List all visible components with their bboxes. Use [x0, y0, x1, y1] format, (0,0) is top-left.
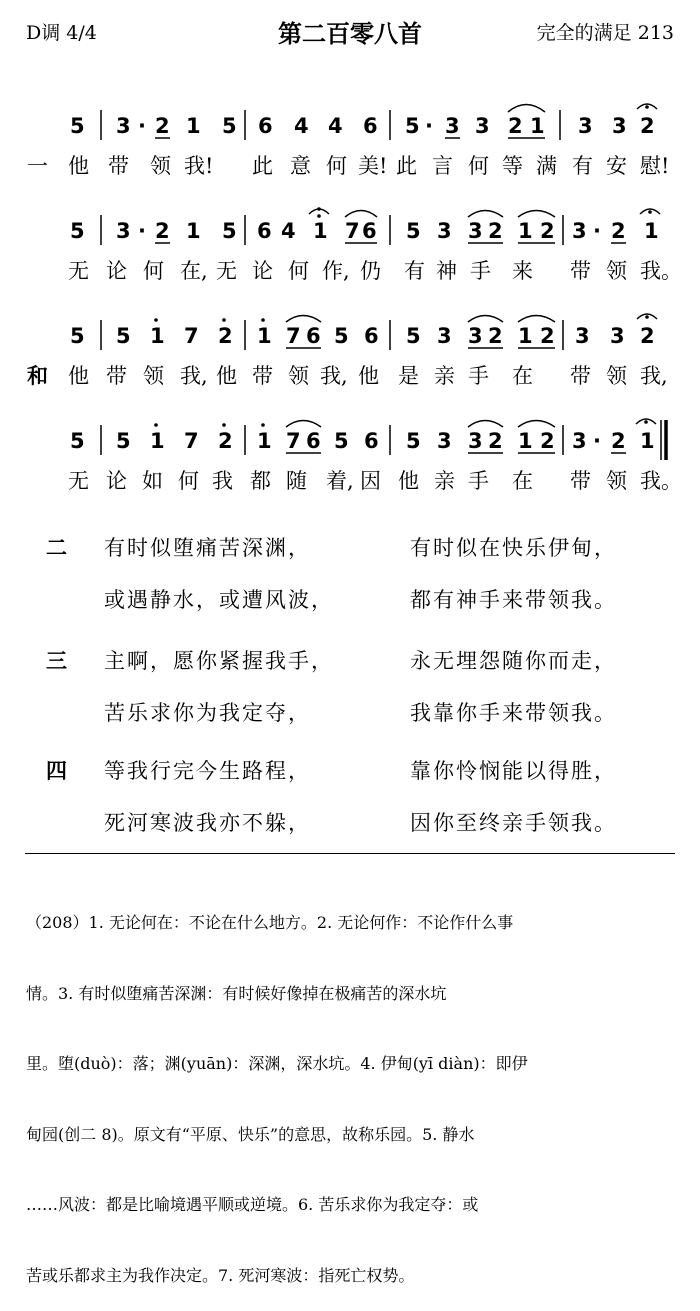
lyric: 无 [68, 469, 89, 493]
notation-row-2 [0, 200, 700, 260]
note: 3 [468, 219, 483, 243]
lyric: 我 [212, 469, 233, 493]
note: 3 [437, 219, 452, 243]
lyric: 他 [398, 469, 419, 493]
lyric: 何 [326, 154, 347, 178]
note: 4 [281, 219, 296, 243]
lyric: 带 [570, 259, 591, 283]
lyric: 何 [178, 469, 199, 493]
note: 6 [306, 429, 321, 453]
lyric: 何 [468, 154, 489, 178]
note: 1 [313, 219, 328, 243]
lyric: 意 [290, 154, 311, 178]
note: 6 [257, 219, 272, 243]
note: 5 [116, 429, 131, 453]
note: 7 [184, 324, 199, 348]
note: 5 [70, 114, 85, 138]
score-row-1 [0, 95, 700, 195]
notes [70, 104, 657, 140]
note: 1 [644, 219, 659, 243]
note: 5 [222, 114, 237, 138]
notation-row-3 [0, 305, 700, 365]
lyric: 都 [250, 469, 271, 493]
lyric: 领 [606, 364, 627, 388]
notation-row-4 [0, 410, 700, 470]
note: 1 [257, 324, 272, 348]
lyric: 手 [468, 364, 489, 388]
verse-number: 四 [46, 759, 67, 783]
lyric: 满 [536, 154, 557, 178]
lyric: 何 [288, 259, 309, 283]
note: 5 [334, 429, 349, 453]
verse-line: 或遇静水，或遭风波， [104, 588, 334, 612]
lyric: 领 [143, 364, 164, 388]
note: 2 [155, 219, 170, 243]
note: 3 [437, 324, 452, 348]
lyric: 论 [106, 469, 127, 493]
note: 3 [612, 114, 627, 138]
verse-number: 三 [46, 649, 67, 673]
note: 3 [575, 324, 590, 348]
lyric: 着, [326, 469, 354, 493]
note: 2 [640, 114, 655, 138]
verse-line: 有时似堕痛苦深渊， [104, 536, 311, 560]
lyric: 来 [512, 259, 533, 283]
note: 3 [437, 429, 452, 453]
note: 3 [445, 114, 460, 138]
note: 2 [540, 324, 555, 348]
lyric-line-4 [0, 465, 700, 495]
lyric: 论 [252, 259, 273, 283]
lyric: 带 [252, 364, 273, 388]
note: · [593, 429, 601, 453]
footnote-divider [25, 853, 675, 854]
note: 2 [540, 429, 555, 453]
key-signature: D调 4/4 [26, 22, 97, 44]
note: 1 [150, 324, 165, 348]
verse-line: 我靠你手来带领我。 [410, 701, 617, 725]
header-right [537, 18, 674, 45]
lyric: 他 [216, 364, 237, 388]
note: 1 [186, 114, 201, 138]
note: 2 [488, 429, 503, 453]
note: 6 [363, 114, 378, 138]
note: 5 [334, 324, 349, 348]
verse-line: 苦乐求你为我定夺， [104, 701, 311, 725]
lyric: 我, [640, 364, 668, 388]
note: 3 [468, 429, 483, 453]
lyric: 亲 [434, 364, 455, 388]
score-row-3 [0, 305, 700, 405]
lyric: 此 [396, 154, 417, 178]
lyric: 我, [320, 364, 348, 388]
footnote-line: 里。堕(duò)：落；渊(yuān)：深渊，深水坑。4. 伊甸(yī diàn)：即伊 [26, 1054, 528, 1073]
lyric: 如 [142, 469, 163, 493]
score-row-2 [0, 200, 700, 300]
lyric: 无 [216, 259, 237, 283]
note: 3 [468, 324, 483, 348]
note: 4 [328, 114, 343, 138]
note: 1 [186, 219, 201, 243]
note: 2 [218, 429, 233, 453]
lyric: 在 [512, 364, 533, 388]
footnote-line: ……风波：都是比喻境遇平顺或逆境。6. 苦乐求你为我定夺：或 [26, 1195, 479, 1214]
note: 3 [572, 219, 587, 243]
note: 2 [611, 219, 626, 243]
footnote-line: 苦或乐都求主为我作决定。7. 死河寒波：指死亡权势。 [26, 1265, 415, 1285]
note: 1 [518, 429, 533, 453]
verse-line: 等我行完今生路程， [104, 759, 311, 783]
lyric: 带 [570, 469, 591, 493]
verse-line: 靠你怜悯能以得胜， [410, 759, 617, 783]
verse-label: 一 [27, 154, 48, 178]
note: 3 [572, 429, 587, 453]
note: 3 [116, 114, 131, 138]
note: 5 [116, 324, 131, 348]
note: 3 [578, 114, 593, 138]
footnote-line: （208）1. 无论何在：不论在什么地方。2. 无论何作：不论作什么事 [26, 913, 514, 932]
lyric: 带 [570, 364, 591, 388]
note: 1 [518, 219, 533, 243]
verse-line: 都有神手来带领我。 [410, 588, 617, 612]
note: 1 [518, 324, 533, 348]
note: 7 [184, 429, 199, 453]
note: 1 [150, 429, 165, 453]
note: 5 [70, 324, 85, 348]
chorus-label: 和 [27, 364, 48, 388]
note: 5 [70, 429, 85, 453]
lyric: 我! [184, 154, 214, 178]
note: 7 [286, 324, 301, 348]
lyric: 因 [360, 469, 381, 493]
lyric: 手 [468, 469, 489, 493]
lyric: 神 [436, 259, 457, 283]
lyric: 领 [288, 364, 309, 388]
note: 5 [222, 219, 237, 243]
score-row-4 [0, 410, 700, 510]
lyric: 此 [252, 154, 273, 178]
note: 3 [610, 324, 625, 348]
hymn-title: 第二百零八首 [278, 20, 422, 48]
note: · [138, 114, 146, 138]
lyric: 等 [502, 154, 523, 178]
note: · [425, 114, 433, 138]
note: 6 [362, 219, 377, 243]
lyric: 美! [358, 154, 388, 178]
lyric: 我。 [640, 259, 682, 283]
lyric: 带 [106, 364, 127, 388]
note: 5 [406, 219, 421, 243]
note: 1 [257, 429, 272, 453]
notation-row-1 [0, 95, 700, 155]
lyric: 领 [606, 259, 627, 283]
lyric: 有 [404, 259, 425, 283]
lyric: 论 [106, 259, 127, 283]
note: 2 [640, 324, 655, 348]
lyric: 慰! [640, 154, 670, 178]
footnote-line: 情。3. 有时似堕痛苦深渊：有时候好像掉在极痛苦的深水坑 [26, 983, 447, 1003]
lyric: 领 [150, 154, 171, 178]
lyric: 言 [432, 154, 453, 178]
lyric: 我, [180, 364, 208, 388]
note: 5 [70, 219, 85, 243]
note: 1 [640, 429, 655, 453]
note: 6 [258, 114, 273, 138]
verse-line: 因你至终亲手领我。 [410, 811, 617, 835]
note: 1 [530, 114, 545, 138]
lyric: 领 [606, 469, 627, 493]
note: 6 [364, 324, 379, 348]
lyric: 在, [180, 259, 208, 283]
lyric: 随 [286, 469, 307, 493]
hymn-subtitle: 完全的满足 [536, 22, 632, 44]
note: · [138, 219, 146, 243]
note: 7 [345, 219, 360, 243]
lyric: 我。 [640, 469, 682, 493]
note: 2 [508, 114, 523, 138]
note: 6 [306, 324, 321, 348]
lyric: 带 [108, 154, 129, 178]
lyric: 他 [358, 364, 379, 388]
lyric-line-1 [0, 150, 700, 180]
note: 5 [405, 114, 420, 138]
lyric: 何 [143, 259, 164, 283]
lyric-line-3 [0, 360, 700, 390]
verse-line: 永无埋怨随你而走， [410, 649, 617, 673]
note: 2 [218, 324, 233, 348]
lyric: 他 [68, 154, 89, 178]
lyric: 手 [470, 259, 491, 283]
lyric: 安 [606, 154, 627, 178]
lyric: 是 [398, 364, 419, 388]
note: 2 [488, 324, 503, 348]
page-number: 213 [637, 22, 674, 44]
note: · [593, 219, 601, 243]
note: 2 [155, 114, 170, 138]
verse-number: 二 [46, 536, 67, 560]
note: 2 [488, 219, 503, 243]
note: 2 [540, 219, 555, 243]
verse-line: 主啊，愿你紧握我手， [104, 649, 334, 673]
note: 5 [406, 429, 421, 453]
note: 2 [611, 429, 626, 453]
lyric: 他 [68, 364, 89, 388]
lyric: 亲 [434, 469, 455, 493]
footnote-line: 甸园(创二 8)。原文有“平原、快乐”的意思，故称乐园。5. 静水 [26, 1124, 475, 1144]
note: 4 [294, 114, 309, 138]
note: 6 [364, 429, 379, 453]
note: 3 [475, 114, 490, 138]
lyric: 有 [572, 154, 593, 178]
lyric: 无 [68, 259, 89, 283]
verse-line: 有时似在快乐伊甸， [410, 536, 617, 560]
lyric: 作, [322, 259, 350, 283]
lyric: 在 [512, 469, 533, 493]
note: 7 [286, 429, 301, 453]
footnotes [26, 864, 676, 1311]
note: 3 [116, 219, 131, 243]
lyric: 仍 [360, 259, 381, 283]
lyric-line-2 [0, 255, 700, 285]
note: 5 [406, 324, 421, 348]
verse-line: 死河寒波我亦不躲， [104, 811, 311, 835]
